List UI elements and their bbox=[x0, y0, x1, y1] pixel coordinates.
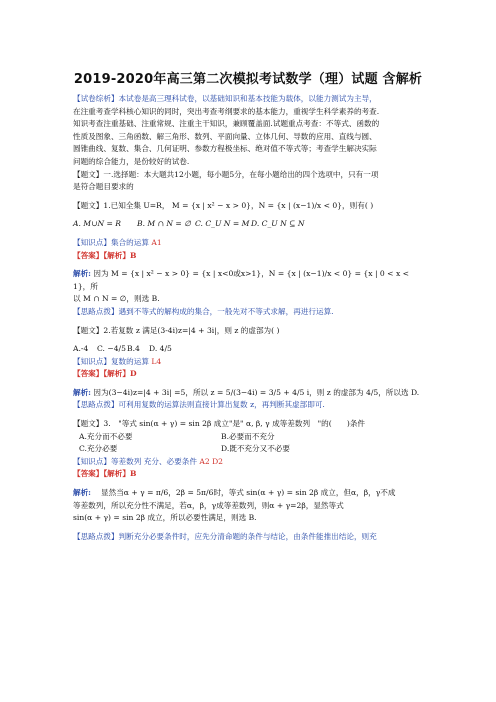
q3-knowledge-code: A2 D2 bbox=[199, 456, 223, 466]
document-body bbox=[73, 93, 425, 543]
q2-answer: 【答案】【解析】D bbox=[73, 369, 137, 379]
summary-line: 知识考查注重基础、注重常规、注重主干知识，兼顾覆盖面.试题重点考查：不等式、函数的 bbox=[73, 119, 380, 129]
q1-analysis-label: 解析: bbox=[73, 269, 91, 279]
q2-option-c: C. −4/5 bbox=[97, 344, 126, 354]
summary-line: 圆锥曲线、复数、集合、几何证明、参数方程极坐标、绝对值不等式等；考查学生解决实际 bbox=[73, 144, 377, 154]
q3-options-row1 bbox=[73, 431, 425, 444]
q2-analysis bbox=[73, 387, 425, 400]
q2-stem: 【题文】2.若复数 z 满足(3-4i)z=|4 + 3i|，则 z 的虚部为( ) bbox=[73, 325, 280, 335]
q3-knowledge bbox=[73, 456, 425, 469]
q1-knowledge-code: A1 bbox=[151, 237, 162, 247]
q3-analysis-cont: sin(α + γ) = sin 2β 成立，所以必要性满足，则选 B. bbox=[73, 513, 257, 523]
q3-analysis-cont: 等差数列，所以充分性不满足，若α，β，γ成等差数列，则α + γ=2β，显然等式 bbox=[73, 500, 344, 510]
q3-option-d: D.既不充分又不必要 bbox=[221, 444, 290, 454]
q1-analysis-text: 因为 M = {x | x² − x > 0} = {x | x<0或x>1}，N = {x | (x−1)/x < 0} = {x | 0 < x < 1}，所 bbox=[73, 269, 410, 291]
q2-options bbox=[73, 343, 425, 356]
q3-option-c: C.充分必要 bbox=[79, 444, 118, 454]
summary-line: 在注重考查学科核心知识的同时，突出考查考纲要求的基本能力，重视学生科学素养的考查. bbox=[73, 106, 380, 116]
q2-option-b: B.4 bbox=[127, 344, 140, 354]
section-intro: 是符合题目要求的 bbox=[73, 182, 134, 192]
q3-knowledge-label: 【知识点】等差数列 充分、必要条件 bbox=[73, 456, 197, 466]
q3-options-row2 bbox=[73, 443, 425, 456]
q1-option-c: C. C_U N = M bbox=[195, 219, 250, 229]
q1-analysis-cont: 以 M ∩ N = ∅，则选 B. bbox=[73, 294, 160, 304]
q3-answer: 【答案】【解析】B bbox=[73, 469, 137, 479]
q1-knowledge-label: 【知识点】集合的运算 bbox=[73, 237, 149, 247]
section-intro: 【题文】一.选择题：本大题共12小题，每小题5分，在每小题给出的四个选项中，只有一项 bbox=[73, 169, 379, 179]
q2-option-d: D. 4/5 bbox=[149, 344, 172, 354]
q3-analysis-label: 解析: bbox=[73, 488, 91, 498]
q1-options bbox=[73, 218, 425, 231]
q1-knowledge bbox=[73, 237, 425, 250]
q2-knowledge bbox=[73, 356, 425, 369]
q3-option-a: A.充分而不必要 bbox=[79, 431, 133, 441]
q3-idea: 【思路点拨】判断充分必要条件时，应先分清命题的条件与结论，由条件能推出结论，则充 bbox=[73, 531, 377, 541]
q2-knowledge-code: L4 bbox=[151, 356, 162, 366]
q1-analysis bbox=[73, 268, 425, 293]
summary-line: 【试卷综析】本试卷是高三理科试卷，以基础知识和基本技能为载体，以能力测试为主导， bbox=[73, 94, 377, 103]
q1-option-b: B. M ∩ N = ∅ bbox=[137, 219, 191, 229]
q2-analysis-text: 因为(3−4i)z=|4 + 3i| =5，所以 z = 5/(3−4i) = 3/5 + 4/5 i，则 z 的虚部为 4/5，所以选 D. bbox=[93, 387, 420, 397]
q2-knowledge-label: 【知识点】复数的运算 bbox=[73, 356, 149, 366]
summary-line: 性质及图象、三角函数、解三角形、数列、平面向量、立体几何、导数的应用、直线与圆、 bbox=[73, 131, 377, 141]
q2-analysis-label: 解析: bbox=[73, 387, 91, 397]
summary-line: 问题的综合能力，是份较好的试卷. bbox=[73, 156, 190, 166]
q1-option-a: A. M∪N = R bbox=[73, 219, 122, 229]
q1-option-d: D. C_U N ⊆ N bbox=[251, 219, 305, 229]
q1-stem: 【题文】1.已知全集 U=R， M = {x | x² − x > 0}，N = {x | (x−1)/x < 0}，则有( ) bbox=[73, 200, 374, 210]
q2-option-a: A.-4 bbox=[73, 344, 89, 354]
q3-analysis-text: 显然当α + γ = π/6，2β = 5π/6时，等式 sin(α + γ) = sin 2β 成立，但α，β，γ不成 bbox=[93, 488, 396, 498]
q3-analysis bbox=[73, 487, 425, 500]
q1-answer: 【答案】【解析】B bbox=[73, 250, 137, 260]
q2-idea: 【思路点拨】可利用复数的运算法则直接计算出复数 z，再判断其虚部即可. bbox=[73, 400, 325, 410]
page-title: 2019-2020年高三第二次模拟考试数学（理）试题 含解析 bbox=[73, 72, 423, 87]
q3-option-b: B.必要而不充分 bbox=[221, 431, 275, 441]
q3-stem: 【题文】3. "等式 sin(α + γ) = sin 2β 成立"是" α, β, γ 成等差数列 "的( )条件 bbox=[73, 419, 366, 429]
q1-idea: 【思路点拨】遇到不等式的解构成的集合，一般先对不等式求解，再进行运算. bbox=[73, 306, 334, 316]
